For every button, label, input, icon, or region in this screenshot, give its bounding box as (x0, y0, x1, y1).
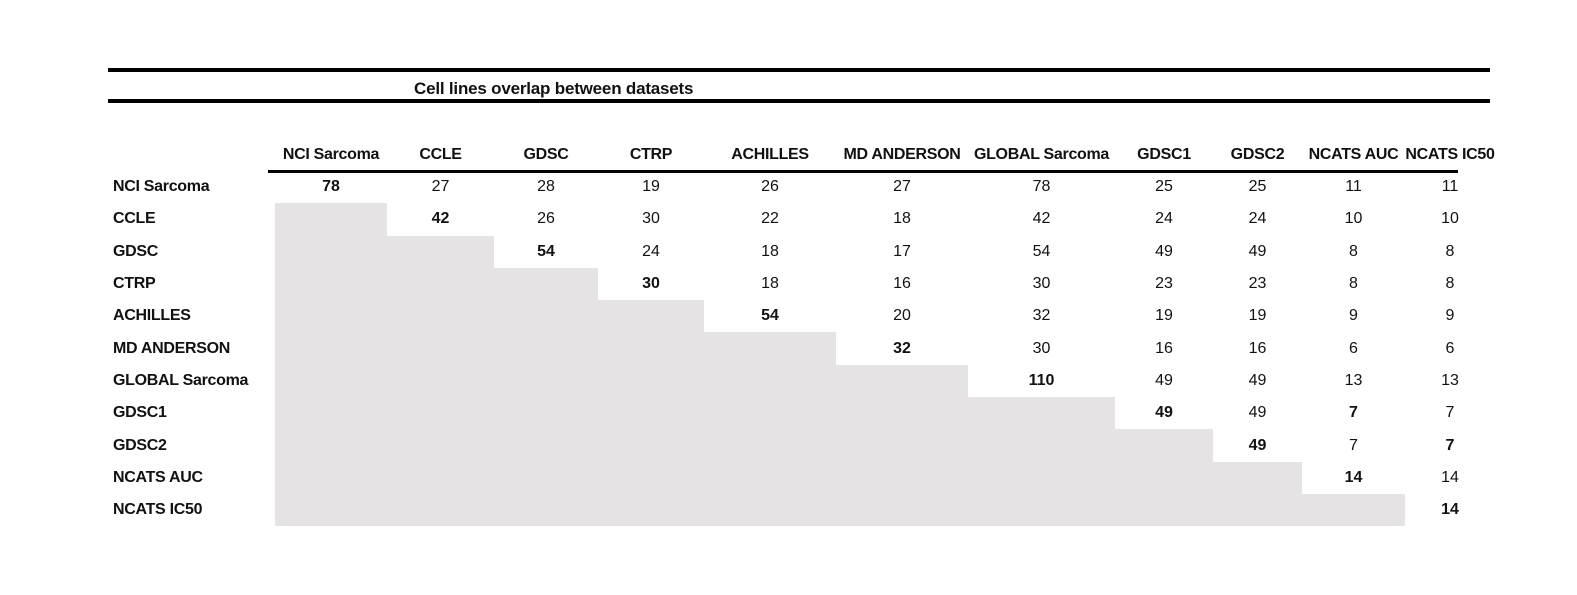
overlap-table (110, 139, 1495, 526)
overlap-cell: 78 (1032, 178, 1051, 196)
shaded-cell (968, 397, 1115, 429)
shaded-cell (387, 332, 494, 364)
overlap-cell: 42 (1032, 210, 1051, 228)
overlap-cell: 49 (1155, 242, 1173, 260)
shaded-cell (494, 268, 598, 300)
col-header: CTRP (629, 146, 673, 163)
overlap-cell: 27 (431, 178, 450, 196)
overlap-cell: 78 (322, 178, 340, 196)
row-label: ACHILLES (113, 307, 191, 325)
overlap-cell: 13 (1344, 371, 1363, 389)
overlap-cell: 23 (1248, 275, 1267, 293)
overlap-cell: 19 (1155, 307, 1173, 325)
overlap-cell: 26 (537, 210, 555, 228)
col-header: GDSC1 (1137, 146, 1191, 163)
overlap-cell: 14 (1441, 501, 1459, 519)
overlap-cell: 8 (1349, 242, 1358, 260)
row-label: GDSC1 (113, 404, 167, 422)
overlap-cell: 16 (1248, 339, 1267, 357)
shaded-cell (494, 494, 598, 526)
overlap-cell: 8 (1445, 275, 1455, 293)
overlap-cell: 32 (1032, 307, 1051, 325)
shaded-cell (836, 365, 968, 397)
shaded-cell (598, 365, 704, 397)
overlap-cell: 20 (893, 307, 911, 325)
overlap-cell: 14 (1441, 468, 1459, 486)
shaded-cell (275, 462, 387, 494)
shaded-cell (968, 494, 1115, 526)
row-label: MD ANDERSON (113, 339, 230, 357)
shaded-cell (704, 462, 836, 494)
shaded-cell (494, 365, 598, 397)
overlap-cell: 32 (893, 339, 911, 357)
shaded-cell (704, 429, 836, 461)
overlap-cell: 18 (761, 242, 779, 260)
overlap-cell: 9 (1349, 307, 1358, 325)
shaded-cell (275, 332, 387, 364)
title-rule-bottom (108, 99, 1490, 103)
shaded-cell (1115, 462, 1213, 494)
col-header: GDSC (523, 146, 569, 163)
shaded-cell (704, 494, 836, 526)
overlap-cell: 9 (1445, 307, 1455, 325)
shaded-cell (1213, 462, 1302, 494)
overlap-cell: 6 (1349, 339, 1358, 357)
overlap-cell: 24 (1155, 210, 1173, 228)
overlap-cell: 49 (1248, 371, 1267, 389)
overlap-cell: 49 (1155, 404, 1173, 422)
overlap-cell: 30 (642, 210, 660, 228)
overlap-cell: 25 (1248, 178, 1267, 196)
overlap-cell: 54 (537, 242, 555, 260)
shaded-cell (598, 462, 704, 494)
shaded-cell (598, 494, 704, 526)
shaded-cell (494, 429, 598, 461)
shaded-cell (494, 397, 598, 429)
row-label: CTRP (113, 275, 156, 293)
overlap-cell: 10 (1441, 210, 1459, 228)
overlap-cell: 17 (893, 242, 911, 260)
col-header: GDSC2 (1230, 146, 1285, 163)
shaded-cell (1213, 494, 1302, 526)
shaded-cell (494, 462, 598, 494)
figure-title: Cell lines overlap between datasets (414, 79, 694, 98)
shaded-cell (836, 494, 968, 526)
shaded-cell (387, 268, 494, 300)
overlap-cell: 7 (1445, 404, 1455, 422)
overlap-cell: 18 (761, 275, 779, 293)
shaded-cell (704, 365, 836, 397)
overlap-cell: 24 (642, 242, 660, 260)
col-header: ACHILLES (731, 146, 809, 163)
overlap-cell: 26 (761, 178, 779, 196)
shaded-cell (387, 236, 494, 268)
shaded-cell (836, 429, 968, 461)
shaded-cell (387, 365, 494, 397)
overlap-cell: 14 (1344, 468, 1363, 486)
shaded-cell (1115, 429, 1213, 461)
shaded-cell (704, 397, 836, 429)
overlap-cell: 49 (1248, 436, 1267, 454)
row-label: GDSC2 (113, 436, 167, 454)
overlap-cell: 13 (1441, 371, 1459, 389)
overlap-cell: 54 (1032, 242, 1051, 260)
overlap-cell: 11 (1441, 178, 1459, 196)
overlap-cell: 11 (1345, 178, 1362, 196)
shaded-cell (1115, 494, 1213, 526)
overlap-cell: 30 (1032, 339, 1051, 357)
shaded-cell (275, 365, 387, 397)
overlap-cell: 28 (537, 178, 555, 196)
overlap-cell: 18 (893, 210, 911, 228)
row-label: NCI Sarcoma (113, 178, 210, 196)
overlap-cell: 24 (1248, 210, 1267, 228)
overlap-cell: 7 (1349, 404, 1358, 422)
shaded-cell (968, 462, 1115, 494)
overlap-cell: 10 (1344, 210, 1363, 228)
row-label: GDSC (113, 242, 159, 260)
shaded-cell (836, 397, 968, 429)
overlap-cell: 25 (1155, 178, 1173, 196)
overlap-cell: 16 (893, 275, 911, 293)
col-header: NCATS IC50 (1405, 146, 1495, 163)
row-label: NCATS AUC (113, 468, 203, 486)
shaded-cell (275, 268, 387, 300)
shaded-cell (494, 300, 598, 332)
overlap-cell: 42 (431, 210, 450, 228)
title-rule-top (108, 68, 1490, 72)
overlap-cell: 7 (1349, 436, 1358, 454)
shaded-cell (704, 332, 836, 364)
shaded-cell (387, 397, 494, 429)
shaded-cell (598, 429, 704, 461)
header-underline (268, 170, 1458, 173)
overlap-cell: 16 (1155, 339, 1173, 357)
shaded-cell (968, 429, 1115, 461)
overlap-cell: 110 (1028, 371, 1055, 389)
row-label: NCATS IC50 (113, 501, 203, 519)
shaded-cell (275, 203, 387, 235)
overlap-cell: 23 (1155, 275, 1173, 293)
shaded-cell (387, 300, 494, 332)
row-label: GLOBAL Sarcoma (113, 371, 249, 389)
overlap-cell: 19 (642, 178, 660, 196)
col-header: CCLE (419, 146, 462, 163)
shaded-cell (275, 397, 387, 429)
shaded-cell (275, 429, 387, 461)
shaded-cell (1302, 494, 1405, 526)
shaded-cell (598, 332, 704, 364)
shaded-cell (494, 332, 598, 364)
table-corner (110, 139, 275, 171)
overlap-cell: 30 (1032, 275, 1051, 293)
shaded-cell (387, 429, 494, 461)
overlap-cell: 49 (1248, 242, 1267, 260)
shaded-cell (275, 236, 387, 268)
overlap-cell: 19 (1248, 307, 1267, 325)
overlap-cell: 6 (1445, 339, 1455, 357)
shaded-cell (598, 397, 704, 429)
overlap-cell: 7 (1445, 436, 1455, 454)
overlap-cell: 49 (1248, 404, 1267, 422)
overlap-cell: 8 (1349, 275, 1358, 293)
overlap-cell: 49 (1155, 371, 1173, 389)
overlap-cell: 30 (642, 275, 660, 293)
col-header: GLOBAL Sarcoma (973, 146, 1110, 163)
col-header: NCATS AUC (1308, 146, 1399, 163)
shaded-cell (387, 494, 494, 526)
shaded-cell (598, 300, 704, 332)
overlap-cell: 22 (761, 210, 779, 228)
shaded-cell (275, 300, 387, 332)
shaded-cell (387, 462, 494, 494)
row-label: CCLE (113, 210, 156, 228)
shaded-cell (275, 494, 387, 526)
overlap-cell: 8 (1445, 242, 1455, 260)
col-header: MD ANDERSON (843, 146, 961, 163)
overlap-cell: 27 (893, 178, 911, 196)
shaded-cell (836, 462, 968, 494)
overlap-cell: 54 (761, 307, 779, 325)
col-header: NCI Sarcoma (282, 146, 380, 163)
